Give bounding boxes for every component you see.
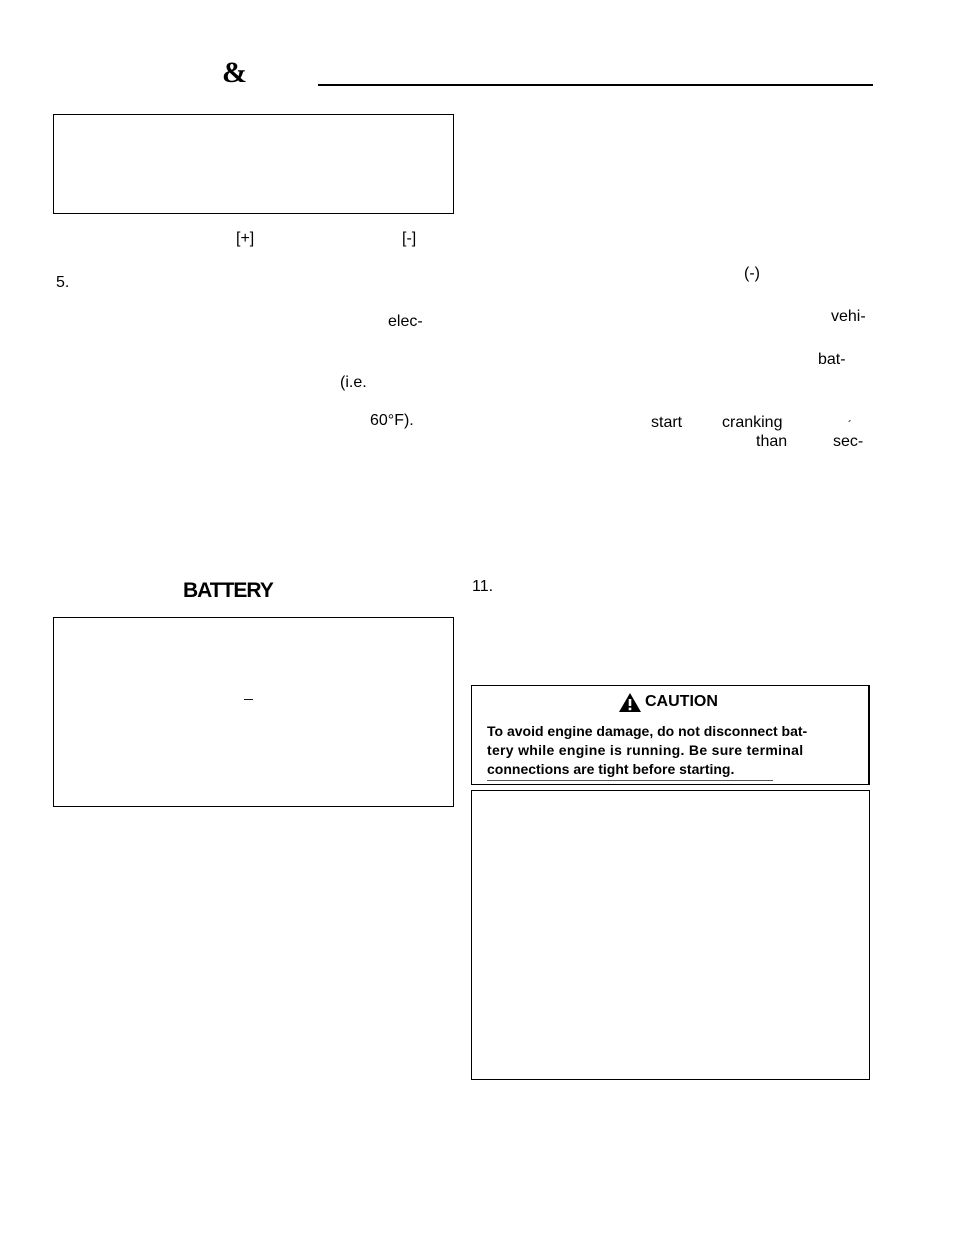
- warning-triangle-icon: [619, 693, 641, 712]
- than-fragment: than: [756, 433, 788, 450]
- start-fragment: start: [651, 414, 683, 431]
- step-number-5: 5.: [56, 274, 70, 291]
- ie-fragment: (i.e.: [340, 374, 367, 391]
- positive-terminal-text: [+]: [236, 230, 255, 247]
- negative-paren-text: (-): [744, 265, 760, 282]
- caution-heading: [619, 692, 718, 712]
- sec-fragment: sec-: [833, 433, 864, 450]
- caution-underline: [487, 780, 773, 781]
- bat-fragment: bat-: [818, 351, 846, 368]
- battery-heading: BATTERY: [183, 579, 273, 602]
- negative-terminal-text: [-]: [402, 230, 417, 247]
- elec-fragment: elec-: [388, 313, 423, 330]
- warning-box-top-left: [53, 114, 454, 214]
- vehi-fragment: vehi-: [831, 308, 866, 325]
- warning-box-bottom-left: [53, 617, 454, 807]
- temperature-fragment: 60°F).: [370, 412, 414, 429]
- dash-mark: —: [244, 694, 253, 704]
- caution-line-3: connections are tight before starting.: [487, 761, 735, 777]
- header-ampersand: &: [222, 56, 247, 89]
- step-number-11: 11.: [472, 578, 494, 595]
- cranking-fragment: cranking: [722, 414, 783, 431]
- caution-line-2: tery while engine is running. Be sure terminal: [487, 742, 804, 758]
- caution-title: CAUTION: [645, 693, 718, 710]
- header-rule: [318, 84, 873, 86]
- warning-box-bottom-right: [471, 790, 870, 1080]
- tick-mark: ´: [848, 418, 852, 432]
- caution-line-1: To avoid engine damage, do not disconnect bat-: [487, 723, 808, 739]
